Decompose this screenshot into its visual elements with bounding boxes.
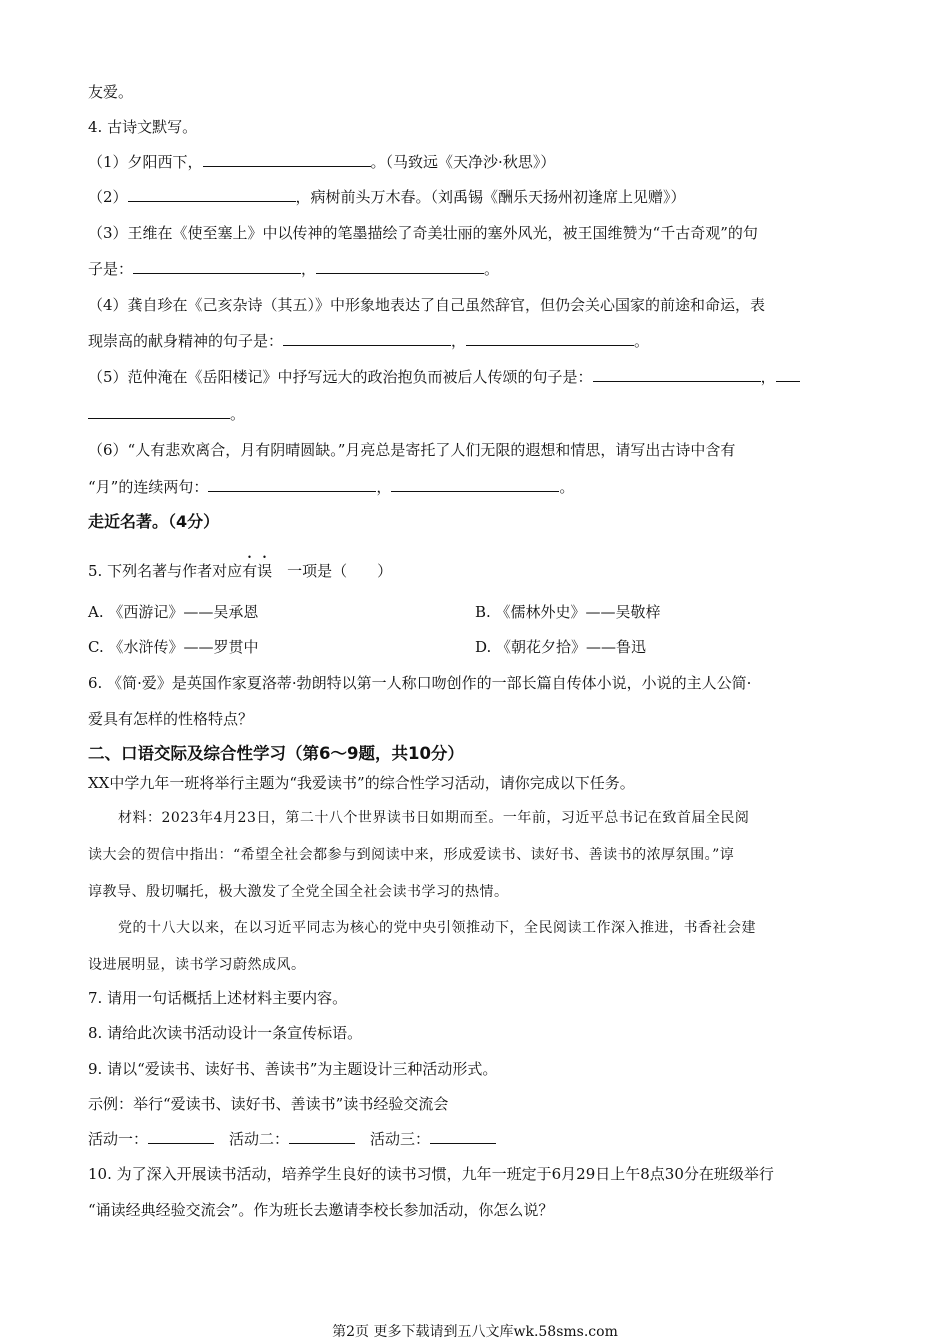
q4-6-lead: “月”的连续两句： — [88, 478, 209, 496]
question-8: 8. 请给此次读书活动设计一条宣传标语。 — [88, 1024, 363, 1042]
q4-1-source: 。（马致远《天净沙·秋思》） — [370, 153, 556, 171]
q4-3-lead: 子是： — [88, 260, 134, 278]
section-2-intro: XX中学九年一班将举行主题为“我爱读书”的综合性学习活动，请你完成以下任务。 — [88, 774, 635, 792]
q4-part-5-line1 — [88, 367, 800, 387]
option-b[interactable]: B. 《儒林外史》——吴敬梓 — [475, 603, 661, 621]
question-10-line2: “诵读经典经验交流会”。作为班长去邀请李校长参加活动，你怎么说？ — [88, 1201, 554, 1219]
q4-5-lead: （5）范仲淹在《岳阳楼记》中抒写远大的政治抱负而被后人传颂的句子是： — [88, 368, 593, 386]
period: 。 — [230, 405, 246, 423]
q4-part-3-line2 — [88, 259, 499, 279]
answer-blank[interactable] — [391, 477, 559, 492]
q4-part-6-line1: （6）“人有悲欢离合，月有阴晴圆缺。”月亮总是寄托了人们无限的遐想和情思，请写出古诗中含有 — [88, 441, 736, 459]
answer-blank[interactable] — [316, 259, 484, 274]
material-line: 材料：2023年4月23日，第二十八个世界读书日如期而至。一年前，习近平总书记在致首届全民阅 — [118, 810, 750, 826]
period: 。 — [634, 332, 650, 350]
q4-part-4-line2 — [88, 331, 649, 351]
q4-part-4-line1: （4）龚自珍在《己亥杂诗（其五）》中形象地表达了自己虽然辞官，但仍会关心国家的前途和命运，表 — [88, 296, 766, 314]
answer-blank[interactable] — [128, 187, 296, 202]
comma: ， — [376, 478, 392, 496]
question-4-title: 4. 古诗文默写。 — [88, 118, 198, 136]
page-footer: 第2页 更多下载请到五八文库wk.58sms.com — [332, 1324, 618, 1340]
q4-part-5-line2 — [88, 404, 245, 424]
period: 。 — [559, 478, 575, 496]
material-line: 党的十八大以来，在以习近平同志为核心的党中央引领推动下，全民阅读工作深入推进，书香社会建 — [118, 920, 756, 936]
answer-blank[interactable] — [430, 1129, 496, 1144]
answer-blank[interactable] — [148, 1129, 214, 1144]
q5-text-end: 一项是（ ） — [287, 562, 393, 580]
answer-blank[interactable] — [88, 404, 230, 419]
q4-2-source: ，病树前头万木春。（刘禹锡《酬乐天扬州初逢席上见赠》） — [295, 188, 686, 206]
answer-blank[interactable] — [283, 331, 451, 346]
section-heading-2: 二、口语交际及综合性学习（第6～9题，共10分） — [88, 744, 464, 763]
comma: ， — [301, 260, 317, 278]
question-6-line1: 6. 《简·爱》是英国作家夏洛蒂·勃朗特以第一人称口吻创作的一部长篇自传体小说，小说的主人公简· — [88, 674, 752, 692]
answer-blank[interactable] — [466, 331, 634, 346]
period: 。 — [484, 260, 500, 278]
answer-blank[interactable] — [133, 259, 301, 274]
q4-part-2 — [88, 187, 686, 207]
material-line: 谆教导、殷切嘱托，极大激发了全党全国全社会读书学习的热情。 — [88, 884, 509, 900]
activity-2-label: 活动二： — [229, 1130, 290, 1148]
comma: ， — [760, 368, 776, 386]
section-heading-classics: 走近名著。（4分） — [88, 512, 220, 531]
q4-part-1 — [88, 152, 555, 172]
answer-blank[interactable] — [289, 1129, 355, 1144]
q4-part-6-line2 — [88, 477, 574, 497]
question-7: 7. 请用一句话概括上述材料主要内容。 — [88, 989, 348, 1007]
question-9: 9. 请以“爱读书、读好书、善读书”为主题设计三种活动形式。 — [88, 1060, 498, 1078]
comma: ， — [451, 332, 467, 350]
activity-3-label: 活动三： — [370, 1130, 431, 1148]
question-6-line2: 爱具有怎样的性格特点？ — [88, 710, 254, 728]
question-10-line1: 10. 为了深入开展读书活动，培养学生良好的读书习惯，九年一班定于6月29日上午8点30分在班级举行 — [88, 1165, 774, 1183]
q5-text: 5. 下列名著与作者对应 — [88, 562, 243, 580]
text-line: 友爱。 — [88, 83, 134, 101]
example-line: 示例：举行“爱读书、读好书、善读书”读书经验交流会 — [88, 1095, 449, 1113]
option-c[interactable]: C. 《水浒传》——罗贯中 — [88, 638, 259, 656]
material-line: 设进展明显，读书学习蔚然成风。 — [88, 957, 306, 973]
q4-4-lead: 现崇高的献身精神的句子是： — [88, 332, 284, 350]
answer-blank[interactable] — [593, 367, 761, 382]
activity-1-label: 活动一： — [88, 1130, 149, 1148]
question-5 — [88, 553, 392, 581]
activities-line — [88, 1129, 496, 1149]
option-a[interactable]: A. 《西游记》——吴承恩 — [88, 603, 259, 621]
q4-1-lead: （1）夕阳西下， — [88, 153, 203, 171]
answer-blank[interactable] — [208, 477, 376, 492]
material-line: 读大会的贺信中指出：“希望全社会都参与到阅读中来，形成爱读书、读好书、善读书的浓厚氛围。”谆 — [88, 847, 735, 863]
answer-blank[interactable] — [203, 152, 371, 167]
option-d[interactable]: D. 《朝花夕拾》——鲁迅 — [475, 638, 647, 656]
q5-emphasis: 有误 — [242, 562, 273, 580]
answer-blank[interactable] — [776, 367, 800, 382]
q4-2-lead: （2） — [88, 188, 128, 206]
q4-part-3-line1: （3）王维在《使至塞上》中以传神的笔墨描绘了奇美壮丽的塞外风光，被王国维赞为“千古奇观”的句 — [88, 224, 758, 242]
